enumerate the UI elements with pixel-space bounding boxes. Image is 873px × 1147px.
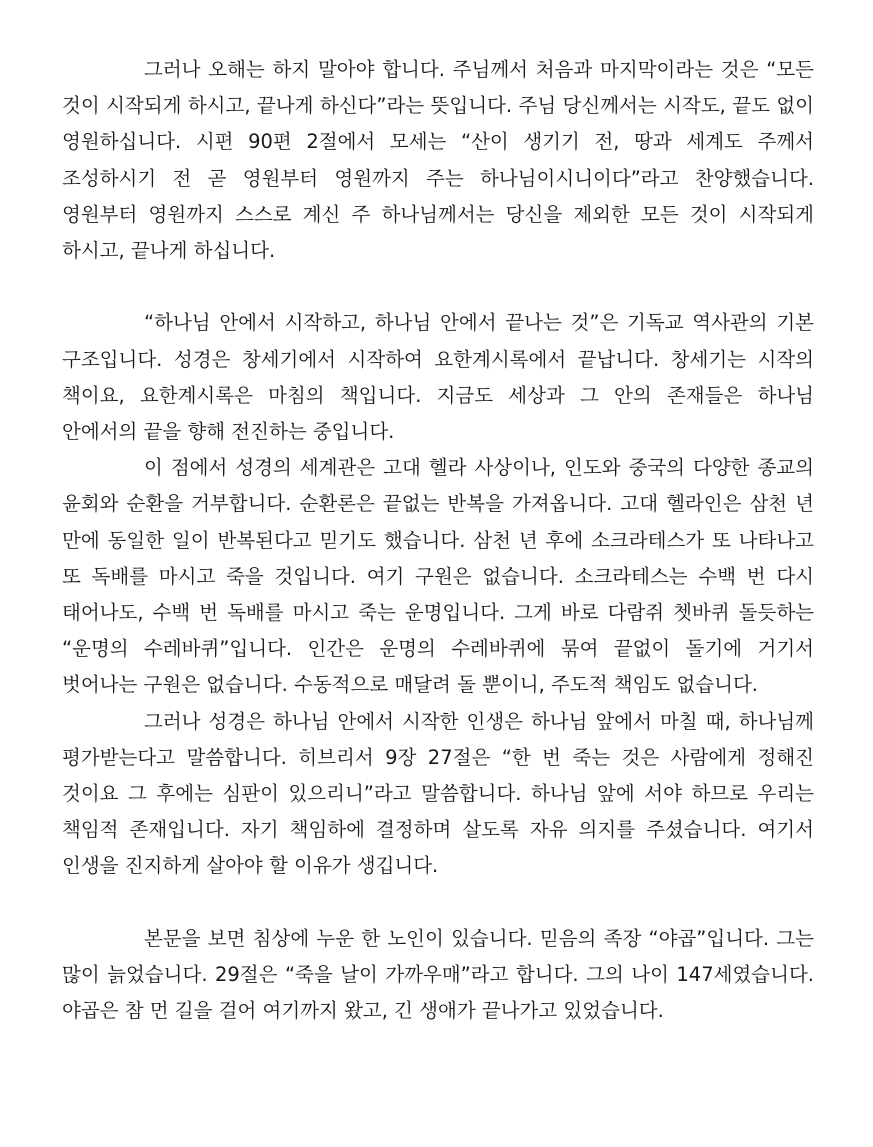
document-body [62,52,814,1029]
paragraph-cyclical-worldview: 이 점에서 성경의 세계관은 고대 헬라 사상이나, 인도와 중국의 다양한 종교의 윤회와 순환을 거부합니다. 순환론은 끝없는 반복을 가져옵니다. 고대 헬라인은 삼천 년 만에 동일한 일이 반복된다고 믿기도 했습니다. 삼천 년 후에 소크라테스가 또 나타나고 또 독배를 마시고 죽을 것입니다. 여기 구원은 없습니다. 소크라테스는 수백 번 다시 태어나도, 수백 번 독배를 마시고 죽는 운명입니다. 그게 바로 다람쥐 쳇바퀴 돌듯하는 “운명의 수레바퀴”입니다. 인간은 운명의 수레바퀴에 묶여 끝없이 돌기에 거기서 벗어나는 구원은 없습니다. 수동적으로 매달려 돌 뿐이니, 주도적 책임도 없습니다. [62,456,814,697]
paragraph-spacer [62,269,814,305]
paragraph-christian-history-view: “하나님 안에서 시작하고, 하나님 안에서 끝나는 것”은 기독교 역사관의 기본 구조입니다. 성경은 창세기에서 시작하여 요한계시록에서 끝납니다. 창세기는 시작의 책이요, 요한계시록은 마침의 책입니다. 지금도 세상과 그 안의 존재들은 하나님 안에서의 끝을 향해 전진하는 중입니다. [62,311,814,444]
paragraph-judgment-responsibility: 그러나 성경은 하나님 안에서 시작한 인생은 하나님 앞에서 마칠 때, 하나님께 평가받는다고 말씀합니다. 히브리서 9장 27절은 “한 번 죽는 것은 사람에게 정해진 것이요 그 후에는 심판이 있으리니”라고 말씀합니다. 하나님 앞에 서야 하므로 우리는 책임적 존재입니다. 자기 책임하에 결정하며 살도록 자유 의지를 주셨습니다. 여기서 인생을 진지하게 살아야 할 이유가 생깁니다. [62,709,814,878]
paragraph-jacob: 본문을 보면 침상에 누운 한 노인이 있습니다. 믿음의 족장 “야곱”입니다. 그는 많이 늙었습니다. 29절은 “죽을 날이 가까우매”라고 합니다. 그의 나이 147세였습니다. 야곱은 참 먼 길을 걸어 여기까지 왔고, 긴 생애가 끝나가고 있었습니다. [62,926,814,1023]
paragraph-eternity: 그러나 오해는 하지 말아야 합니다. 주님께서 처음과 마지막이라는 것은 “모든 것이 시작되게 하시고, 끝나게 하신다”라는 뜻입니다. 주님 당신께서는 시작도, 끝도 없이 영원하십니다. 시편 90편 2절에서 모세는 “산이 생기기 전, 땅과 세계도 주께서 조성하시기 전 곧 영원부터 영원까지 주는 하나님이시니이다”라고 찬양했습니다. 영원부터 영원까지 스스로 계신 주 하나님께서는 당신을 제외한 모든 것이 시작되게 하시고, 끝나게 하십니다. [62,58,814,263]
paragraph-spacer [62,885,814,921]
